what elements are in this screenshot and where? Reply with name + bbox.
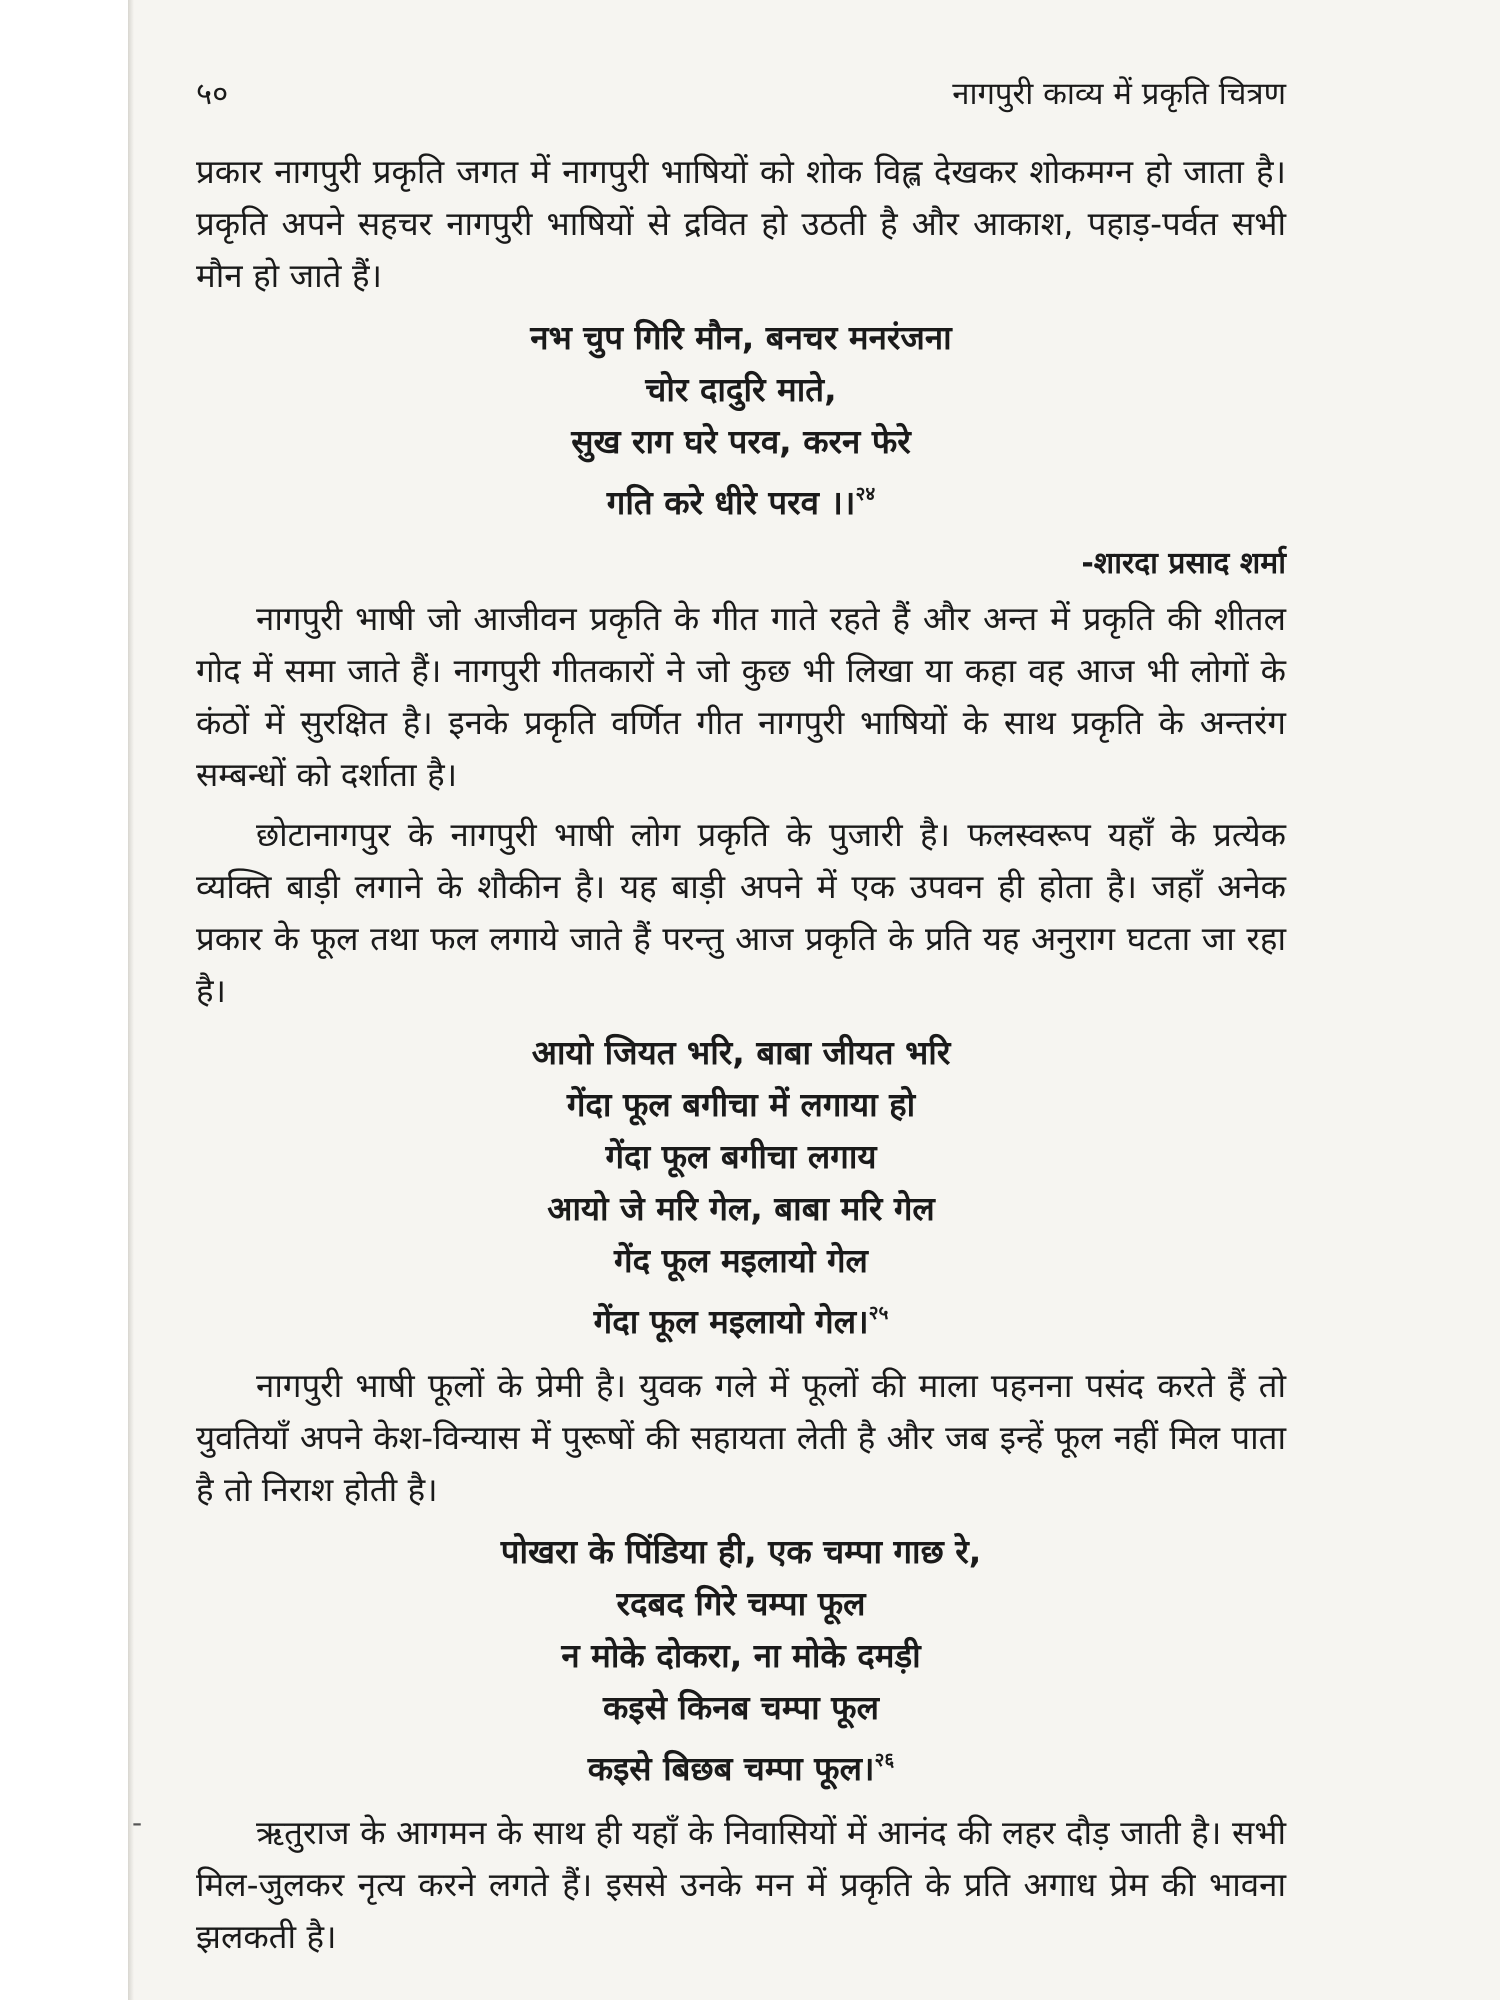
paragraph-5: ऋतुराज के आगमन के साथ ही यहाँ के निवासियों में आनंद की लहर दौड़ जाती है। सभी मिल-जुलकर नृत्य करने लगते हैं। इससे उनके मन में प्रकृति के प्रति अगाध प्रेम की भावना झलकती है। bbox=[196, 1813, 1286, 1956]
verse-line-text: कइसे बिछब चम्पा फूल। bbox=[587, 1749, 875, 1788]
page-header bbox=[196, 72, 1286, 122]
verse-line: गेंद फूल मइलायो गेल bbox=[614, 1241, 868, 1280]
poet-attribution: -शारदा प्रसाद शर्मा bbox=[1081, 546, 1286, 581]
verse-3 bbox=[196, 1526, 1286, 1795]
footnote-ref: २५ bbox=[868, 1302, 889, 1324]
verse-line: कइसे किनब चम्पा फूल bbox=[603, 1688, 879, 1727]
verse-line: आयो जे मरि गेल, बाबा मरि गेल bbox=[547, 1189, 935, 1228]
verse-line: नभ चुप गिरि मौन, बनचर मनरंजना bbox=[530, 318, 952, 357]
verse-line: सुख राग घरे परव, करन फेरे bbox=[571, 422, 911, 461]
verse-line bbox=[196, 1734, 1286, 1795]
paragraph-4: नागपुरी भाषी फूलों के प्रेमी है। युवक गले में फूलों की माला पहनना पसंद करते हैं तो युवतियाँ अपने केश-विन्यास में पुरूषों की सहायता लेती है और जब इन्हें फूल नहीं मिल पाता है तो निराश होती है। bbox=[196, 1366, 1286, 1509]
verse-line: चोर दादुरि माते, bbox=[645, 370, 837, 409]
verse-line bbox=[196, 1287, 1286, 1348]
margin-mark: - bbox=[132, 1806, 143, 1839]
footnote-ref: २६ bbox=[874, 1749, 895, 1771]
verse-line: न मोके दोकरा, ना मोके दमड़ी bbox=[561, 1636, 921, 1675]
verse-line bbox=[196, 468, 1286, 529]
verse-line: आयो जियत भरि, बाबा जीयत भरि bbox=[531, 1033, 951, 1072]
page-edge-shadow bbox=[128, 0, 134, 2000]
verse-line-text: गेंदा फूल मइलायो गेल। bbox=[593, 1302, 869, 1341]
verse-line: गेंदा फूल बगीचा लगाय bbox=[605, 1137, 877, 1176]
verse-line-text: गति करे धीरे परव ।। bbox=[606, 483, 856, 522]
paragraph-2: नागपुरी भाषी जो आजीवन प्रकृति के गीत गाते रहते हैं और अन्त में प्रकृति की शीतल गोद में समा जाते हैं। नागपुरी गीतकारों ने जो कुछ भी लिखा या कहा वह आज भी लोगों के कंठों में सुरक्षित है। इनके प्रकृति वर्णित गीत नागपुरी भाषियों के साथ प्रकृति के अन्तरंग सम्बन्धों को दर्शाता है। bbox=[196, 599, 1286, 794]
paragraph-3: छोटानागपुर के नागपुरी भाषी लोग प्रकृति के पुजारी है। फलस्वरूप यहाँ के प्रत्येक व्यक्ति बाड़ी लगाने के शौकीन है। यह बाड़ी अपने में एक उपवन ही होता है। जहाँ अनेक प्रकार के फूल तथा फल लगाये जाते हैं परन्तु आज प्रकृति के प्रति यह अनुराग घटता जा रहा है। bbox=[196, 815, 1286, 1010]
paragraph-1: प्रकार नागपुरी प्रकृति जगत में नागपुरी भाषियों को शोक विह्ल देखकर शोकमग्न हो जाता है। प्रकृति अपने सहचर नागपुरी भाषियों से द्रवित हो उठती है और आकाश, पहाड़-पर्वत सभी मौन हो जाते हैं। bbox=[196, 152, 1286, 295]
verse-line: पोखरा के पिंडिया ही, एक चम्पा गाछ रे, bbox=[500, 1532, 982, 1571]
verse-line: गेंदा फूल बगीचा में लगाया हो bbox=[566, 1085, 916, 1124]
verse-2 bbox=[196, 1027, 1286, 1348]
verse-line: रदबद गिरे चम्पा फूल bbox=[616, 1584, 866, 1623]
running-title: नागपुरी काव्य में प्रकृति चित्रण bbox=[952, 76, 1286, 112]
page-number: ५० bbox=[196, 76, 229, 112]
page-content bbox=[196, 146, 1286, 1971]
verse-1 bbox=[196, 312, 1286, 529]
footnote-ref: २४ bbox=[855, 483, 876, 505]
